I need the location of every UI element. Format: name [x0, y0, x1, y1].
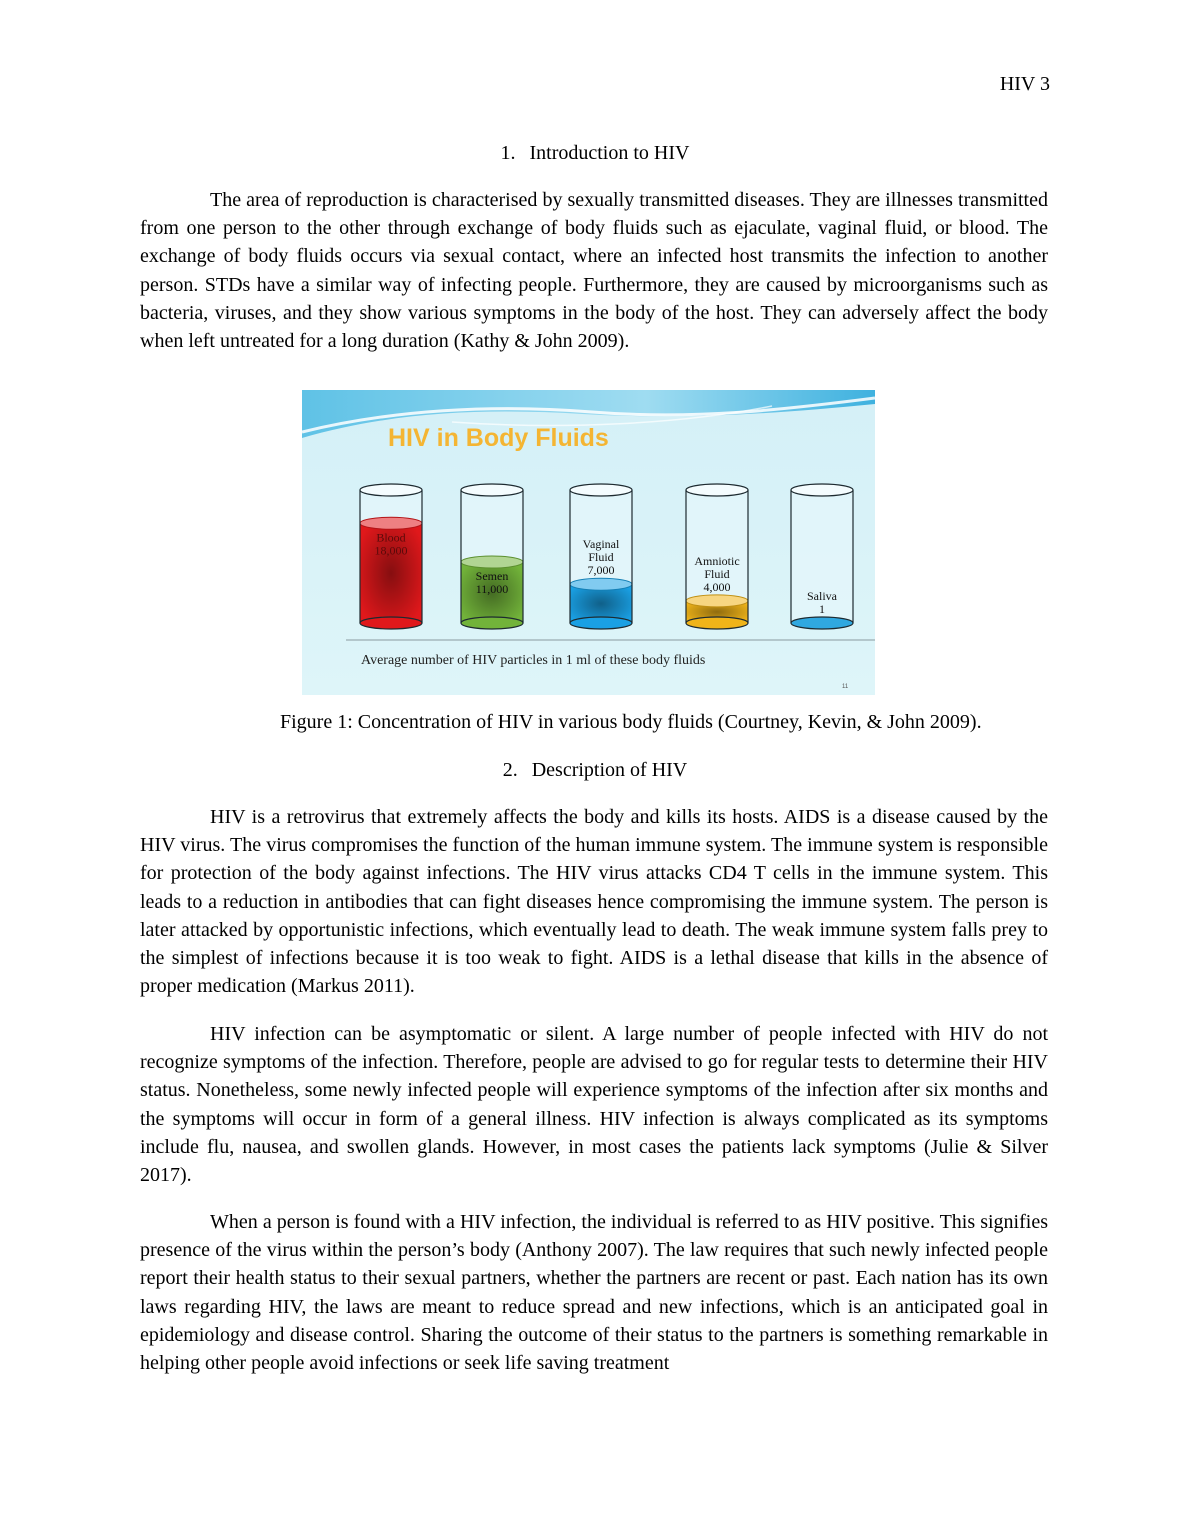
- slide-number: 11: [842, 684, 849, 690]
- data-label-line: Vaginal: [582, 537, 620, 552]
- cylinder-top: [461, 484, 523, 496]
- data-label-line: Saliva: [807, 588, 837, 603]
- section-heading-introduction: [140, 141, 1050, 165]
- fluid-cylinder-vaginal-fluid: [570, 484, 632, 629]
- fluid-cylinder-amniotic-fluid: [686, 484, 748, 629]
- liquid-surface: [686, 595, 748, 607]
- fluid-cylinder-semen: [461, 484, 523, 629]
- section-heading-description: [140, 758, 1050, 782]
- data-label-line: Fluid: [704, 566, 730, 581]
- section-number: 2.: [502, 759, 518, 781]
- data-label: [476, 569, 509, 596]
- chart-xlabel: Average number of HIV particles in 1 ml of these body fluids: [361, 653, 706, 668]
- section-number: 1.: [500, 142, 516, 164]
- running-head: HIV 3: [999, 73, 1050, 95]
- paragraph-description-1: HIV is a retrovirus that extremely affects the body and kills its hosts. AIDS is a disease caused by the HIV virus. The virus compromises the function of the human immune system. The immune system is responsible for protection of the body against infections. The HIV virus attacks CD4 T cells in the immune system. This leads to a reduction in antibodies that can fight diseases hence compromising the immune system. The person is later attacked by opportunistic infections, which eventually lead to death. The weak immune system falls prey to the simplest of infections because it is too weak to fight. AIDS is a lethal disease that kills in the absence of proper medication (Markus 2011).: [140, 806, 1048, 998]
- data-label: [375, 530, 408, 557]
- data-label-line: 7,000: [587, 563, 615, 578]
- liquid-surface: [570, 578, 632, 590]
- data-label-line: 4,000: [703, 579, 731, 594]
- cylinder-top: [360, 484, 422, 496]
- figure-hiv-body-fluids: [302, 390, 875, 695]
- fluid-cylinder-blood: [360, 484, 422, 629]
- section-title: Description of HIV: [531, 759, 688, 781]
- data-label-line: 1: [819, 601, 825, 616]
- paragraph-intro: The area of reproduction is characterised by sexually transmitted diseases. They are illnesses transmitted from one person to the other through exchange of body fluids such as ejaculate, vaginal fluid, or blood. The exchange of body fluids occurs via sexual contact, where an infected host transmits the infection to another person. STDs have a similar way of infecting people. Furthermore, they are caused by microorganisms such as bacteria, viruses, and they show various symptoms in the body of the host. They can adversely affect the body when left untreated for a long duration (Kathy & John 2009).: [140, 189, 1048, 353]
- liquid-surface: [461, 556, 523, 568]
- data-label-line: 11,000: [475, 582, 509, 597]
- paragraph-description-3: When a person is found with a HIV infection, the individual is referred to as HIV positive. This signifies presence of the virus within the person’s body (Anthony 2007). The law requires that such newly infected people report their health status to their sexual partners, whether the partners are recent or past. Each nation has its own laws regarding HIV, the laws are meant to reduce spread and new infections, which is an anticipated goal in epidemiology and disease control. Sharing the outcome of their status to the partners is something remarkable in helping other people avoid infections or seek life saving treatment: [140, 1211, 1048, 1375]
- liquid-surface: [360, 517, 422, 529]
- cylinder-bottom: [791, 617, 853, 629]
- cylinder-top: [791, 484, 853, 496]
- cylinder-top: [570, 484, 632, 496]
- figure-caption: Figure 1: Concentration of HIV in various body fluids (Courtney, Kevin, & John 2009).: [280, 711, 982, 733]
- cylinder-top: [686, 484, 748, 496]
- chart-svg: [302, 390, 875, 695]
- cylinder-bottom: [570, 617, 632, 629]
- data-label-line: Semen: [475, 569, 509, 584]
- chart-title: HIV in Body Fluids: [388, 424, 609, 452]
- data-label-line: 18,000: [374, 543, 408, 558]
- cylinder-bottom: [360, 617, 422, 629]
- data-label-line: Fluid: [588, 550, 614, 565]
- cylinder-bottom: [686, 617, 748, 629]
- data-label-line: Amniotic: [694, 553, 740, 568]
- fluid-cylinder-saliva: [791, 484, 853, 629]
- cylinder-bottom: [461, 617, 523, 629]
- paragraph-description-2: HIV infection can be asymptomatic or silent. A large number of people infected with HIV do not recognize symptoms of the infection. Therefore, people are advised to go for regular tests to determine their HIV status. Nonetheless, some newly infected people will experience symptoms of the infection after six months and the symptoms will occur in form of a general illness. HIV infection is always complicated as its symptoms include flu, nausea, and swollen glands. However, in most cases the patients lack symptoms (Julie & Silver 2017).: [140, 1023, 1048, 1187]
- section-title: Introduction to HIV: [529, 142, 690, 164]
- data-label-line: Blood: [376, 530, 406, 545]
